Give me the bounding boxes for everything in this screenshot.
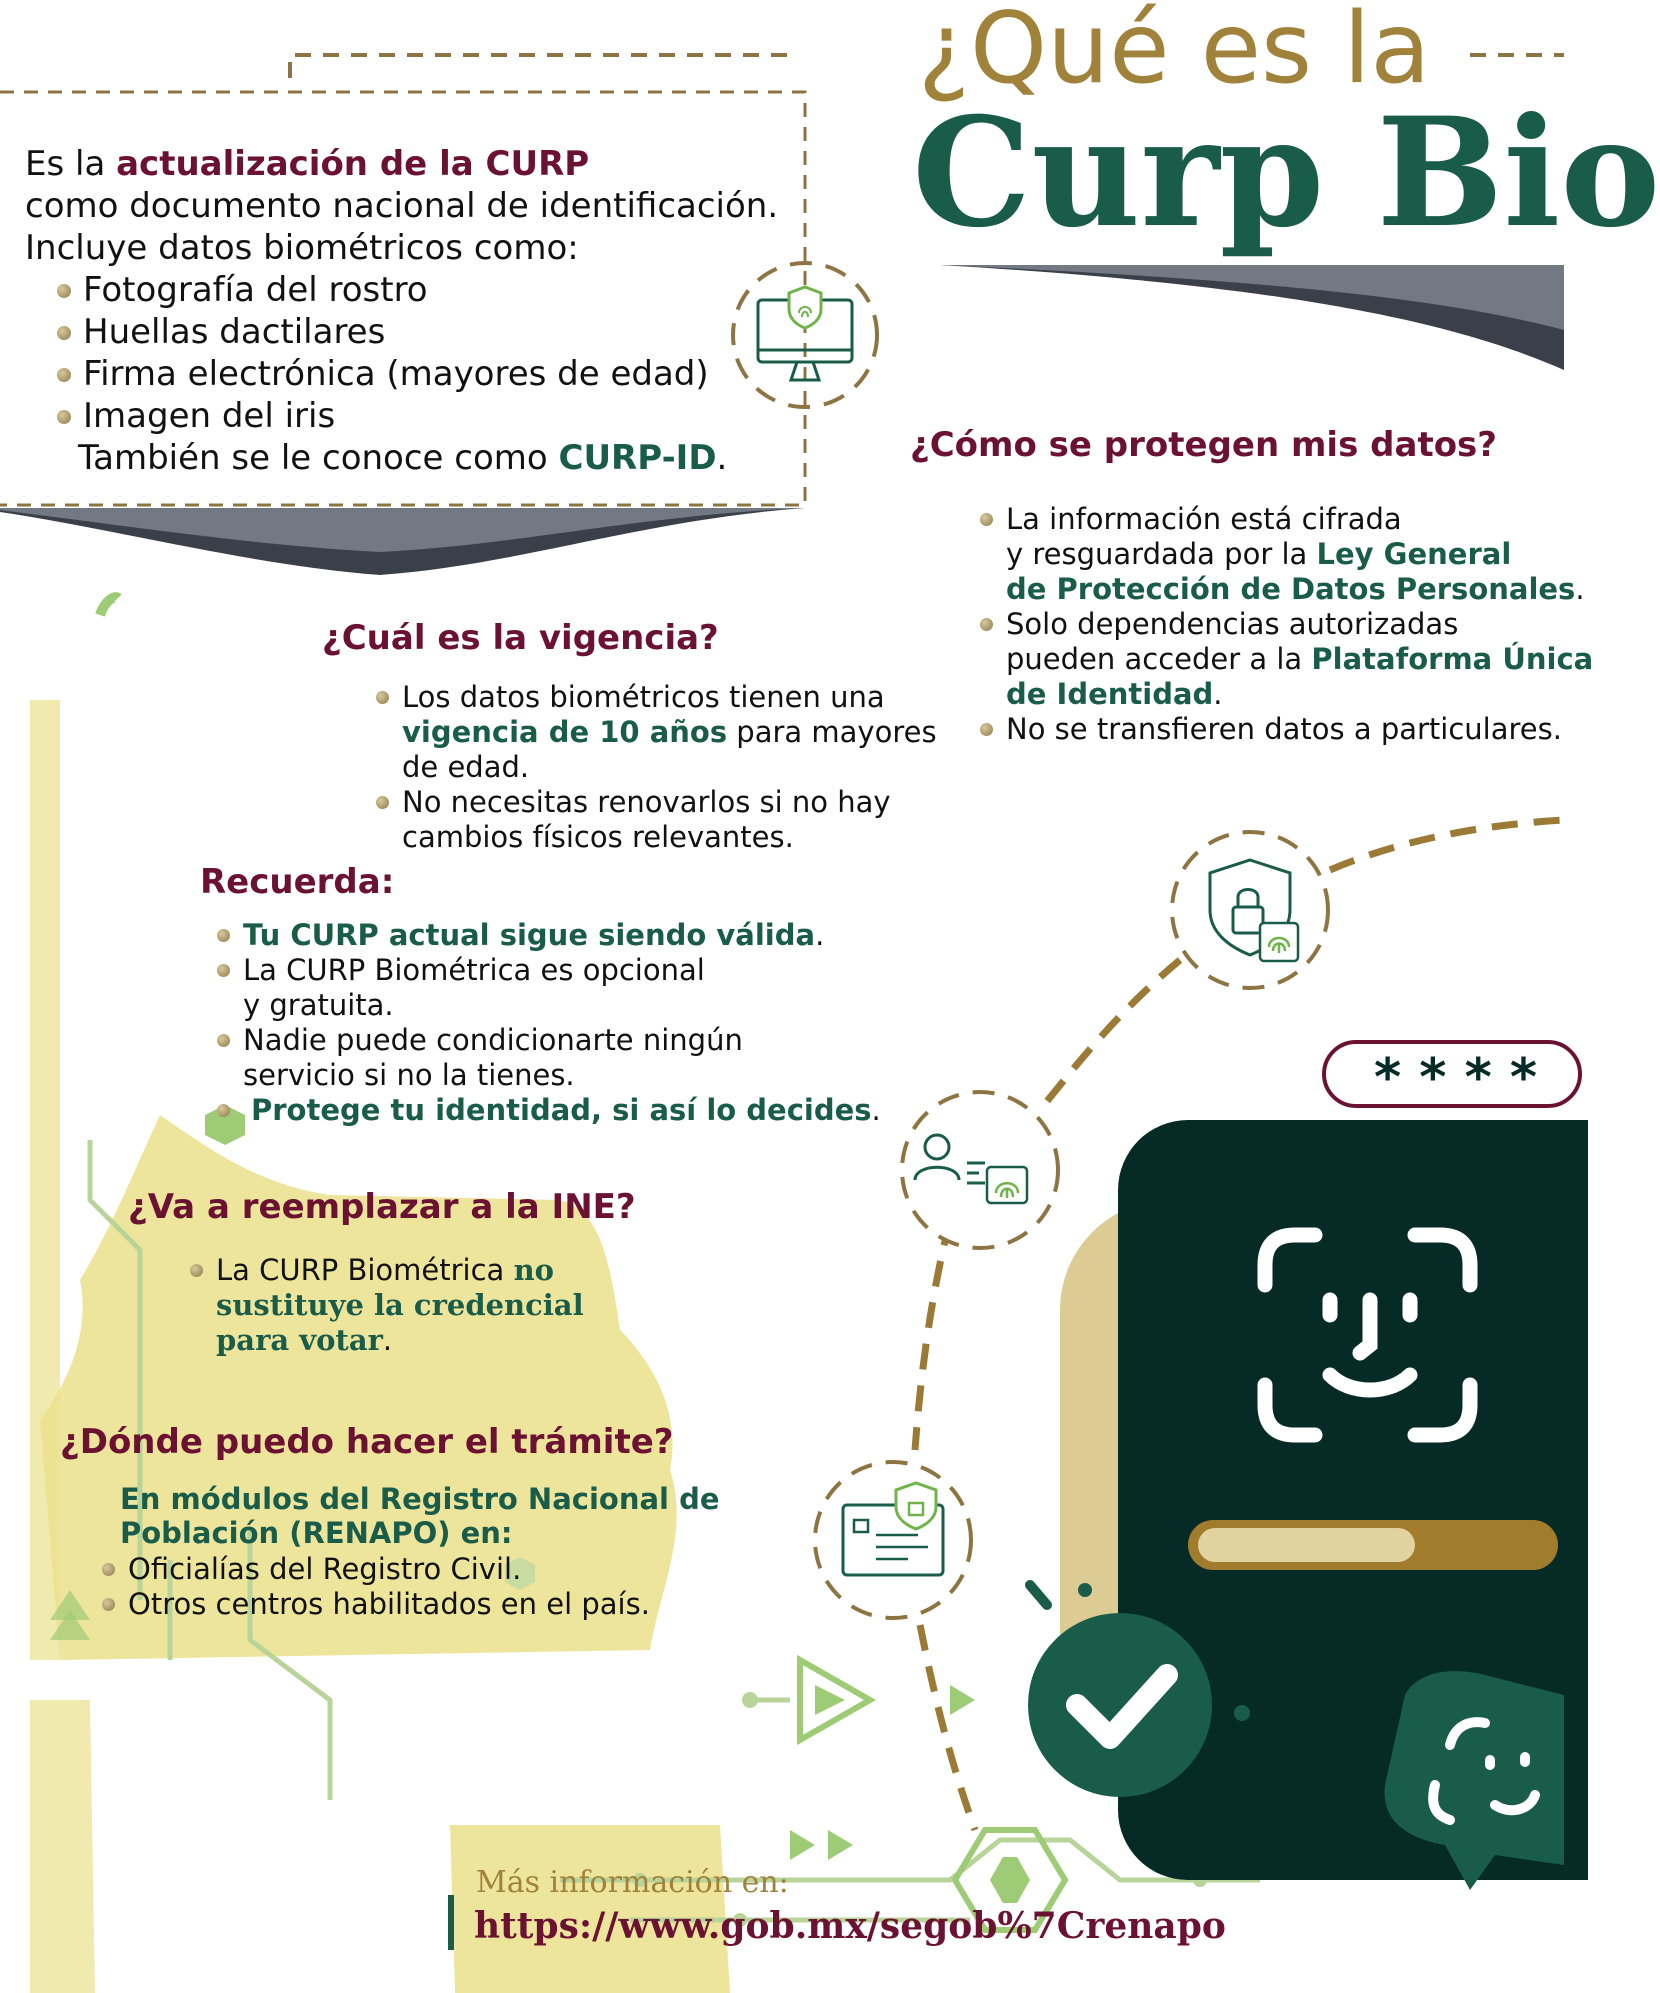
intro-line3: Incluye datos biométricos como: xyxy=(25,228,579,268)
highlight: Ley General xyxy=(1316,537,1512,571)
footer-label: Más información en: xyxy=(476,1865,789,1900)
list-item xyxy=(215,918,881,953)
text: . xyxy=(815,918,825,952)
password-mask: * * * * xyxy=(1374,1048,1538,1108)
remember-list xyxy=(215,918,881,1128)
list-item xyxy=(215,1023,881,1093)
remember-heading: Recuerda: xyxy=(200,862,395,902)
protect-b2-l3 xyxy=(1006,677,1593,712)
ine-b1-l3 xyxy=(216,1323,584,1358)
footer-link[interactable]: https://www.gob.mx/segob%7Crenapo xyxy=(474,1905,1226,1947)
remember-b3-l1: Nadie puede condicionarte ningún xyxy=(243,1023,743,1057)
validity-b1-l2 xyxy=(402,715,937,750)
list-item xyxy=(978,607,1593,712)
list-item xyxy=(374,680,937,785)
validity-b2-l2: cambios físicos relevantes. xyxy=(402,820,794,854)
title-line2: Curp Bio xyxy=(912,85,1660,261)
yellow-bottom-strip xyxy=(30,1700,95,1993)
list-item xyxy=(215,1093,881,1128)
text: y resguardada por la xyxy=(1006,537,1317,571)
text: para mayores xyxy=(727,715,937,749)
list-item: No se transfieren datos a particulares. xyxy=(978,712,1593,747)
protect-b1-l1: La información está cifrada xyxy=(1006,502,1402,536)
footer-accent-bar xyxy=(448,1895,454,1950)
intro-line1 xyxy=(25,143,805,185)
where-lead-l1: En módulos del Registro Nacional de xyxy=(120,1482,720,1516)
highlight: de Protección de Datos Personales xyxy=(1006,572,1576,606)
protect-heading: ¿Cómo se protegen mis datos? xyxy=(910,425,1498,465)
aka-highlight: CURP-ID xyxy=(558,438,717,478)
highlight: para votar xyxy=(216,1323,383,1357)
dashed-path xyxy=(1330,820,1564,870)
text: . xyxy=(871,1093,881,1127)
progress-bar xyxy=(1188,1520,1558,1570)
remember-b3-l2: servicio si no la tienes. xyxy=(243,1058,575,1092)
ine-list xyxy=(188,1253,584,1358)
ine-b1-l2: sustituye la credencial xyxy=(216,1288,584,1322)
list-item: Otros centros habilitados en el país. xyxy=(100,1587,650,1622)
highlight: Protege tu identidad, si así lo decides xyxy=(251,1093,872,1127)
where-list xyxy=(100,1552,650,1622)
remember-b2-l1: La CURP Biométrica es opcional xyxy=(243,953,705,987)
title-line1: ¿Qué es la xyxy=(918,0,1431,106)
protect-b1-l3 xyxy=(1006,572,1593,607)
yellow-left-strip xyxy=(30,700,60,1660)
ine-b1-l1 xyxy=(216,1253,584,1288)
ine-heading: ¿Va a reemplazar a la INE? xyxy=(128,1187,636,1227)
validity-b1-l1: Los datos biométricos tienen una xyxy=(402,680,885,714)
intro-section xyxy=(25,143,805,479)
card-shield-icon xyxy=(808,1455,978,1625)
intro-prefix: Es la xyxy=(25,144,117,184)
validity-b2-l1: No necesitas renovarlos si no hay xyxy=(402,785,891,819)
highlight: Plataforma Única xyxy=(1311,642,1594,676)
user-fingerprint-icon xyxy=(895,1085,1065,1255)
biometric-list xyxy=(55,269,805,437)
validity-list xyxy=(374,680,937,855)
text: . xyxy=(382,1323,393,1357)
highlight: no xyxy=(513,1253,554,1287)
list-item xyxy=(374,785,937,855)
intro-line2: como documento nacional de identificación. xyxy=(25,186,779,226)
list-item: Oficialías del Registro Civil. xyxy=(100,1552,650,1587)
highlight: Tu CURP actual sigue siendo válida xyxy=(243,918,816,952)
intro-aka xyxy=(78,437,805,479)
intro-highlight: actualización de la CURP xyxy=(116,144,590,184)
validity-heading: ¿Cuál es la vigencia? xyxy=(322,618,719,658)
list-item: Huellas dactilares xyxy=(55,311,805,353)
list-item: Imagen del iris xyxy=(55,395,805,437)
shield-lock-fingerprint-icon xyxy=(1165,825,1335,995)
where-heading: ¿Dónde puedo hacer el trámite? xyxy=(60,1422,674,1462)
text: . xyxy=(1575,572,1585,606)
highlight: de Identidad xyxy=(1006,677,1214,711)
protect-list xyxy=(978,502,1593,747)
validity-b1-l3: de edad. xyxy=(402,750,530,784)
where-lead-l2: Población (RENAPO) en: xyxy=(120,1516,513,1550)
face-scan-card-icon xyxy=(1375,1665,1564,1895)
aka-prefix: También se le conoce como xyxy=(78,438,559,478)
text: pueden acceder a la xyxy=(1006,642,1312,676)
list-item xyxy=(215,953,881,1023)
where-lead xyxy=(120,1482,720,1550)
text: . xyxy=(1213,677,1223,711)
password-field xyxy=(1322,1040,1582,1108)
protect-b2-l2 xyxy=(1006,642,1593,677)
checkmark-icon xyxy=(1015,1575,1245,1805)
protect-b2-l1: Solo dependencias autorizadas xyxy=(1006,607,1459,641)
list-item: Fotografía del rostro xyxy=(55,269,805,311)
protect-b1-l2 xyxy=(1006,537,1593,572)
progress-fill xyxy=(1198,1528,1415,1562)
list-item: Firma electrónica (mayores de edad) xyxy=(55,353,805,395)
face-id-icon xyxy=(1255,1225,1485,1450)
aka-suffix: . xyxy=(716,438,728,478)
monitor-shield-fingerprint-icon xyxy=(725,255,885,415)
highlight: vigencia de 10 años xyxy=(402,715,728,749)
list-item xyxy=(188,1253,584,1358)
text: La CURP Biométrica xyxy=(216,1253,514,1287)
remember-b2-l2: y gratuita. xyxy=(243,988,394,1022)
list-item xyxy=(978,502,1593,607)
